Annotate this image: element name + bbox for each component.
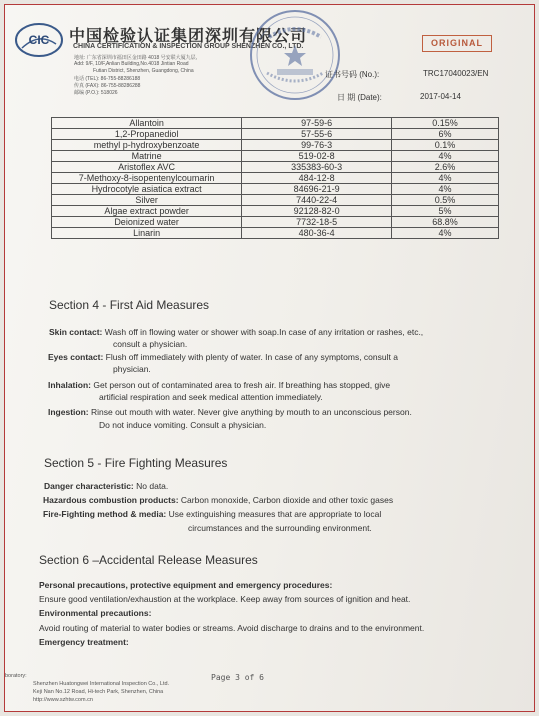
table-row: [52, 228, 499, 239]
table-row: [52, 129, 499, 140]
skin-contact-text-cont: consult a physician.: [113, 339, 188, 349]
percentage: 4%: [392, 184, 499, 195]
inhalation-text-cont: artificial respiration and seek medical attention immediately.: [99, 392, 323, 402]
ingestion-text-cont: Do not induce vomiting. Consult a physician.: [99, 420, 267, 430]
danger-characteristic-text: No data.: [136, 481, 169, 491]
ingredient-name: Silver: [52, 195, 242, 206]
company-name-cn: 中国检验认证集团深圳有限公司: [69, 26, 308, 45]
table-row: [52, 173, 499, 184]
cas-number: 97-59-6: [242, 118, 392, 129]
table-row: [52, 118, 499, 129]
percentage: 0.5%: [392, 195, 499, 206]
personal-precautions-label: Personal precautions, protective equipment and emergency procedures:: [39, 580, 333, 590]
table-row: [52, 206, 499, 217]
document-page: [5, 5, 534, 711]
table-row: [52, 151, 499, 162]
firefighting-method-text-cont: circumstances and the surrounding environment.: [188, 523, 372, 533]
table-row: [52, 140, 499, 151]
section-5-title: Section 5 - Fire Fighting Measures: [44, 456, 228, 470]
certificate-number-label: 证书号码 (No.):: [325, 70, 380, 79]
ingredient-name: 7-Methoxy-8-isopentenylcoumarin: [52, 173, 242, 184]
cas-number: 99-76-3: [242, 140, 392, 151]
original-stamp: ORIGINAL: [422, 35, 492, 52]
environmental-precautions-label: Environmental precautions:: [39, 608, 152, 618]
section-4-title: Section 4 - First Aid Measures: [49, 298, 210, 312]
cas-number: 484-12-8: [242, 173, 392, 184]
date-label: 日 期 (Date):: [337, 93, 382, 102]
ingredient-name: Matrine: [52, 151, 242, 162]
company-name-en: CHINA CERTIFICATION & INSPECTION GROUP SHENZHEN CO., LTD.: [73, 43, 304, 50]
hazardous-products-label: Hazardous combustion products:: [43, 495, 179, 505]
address-line: 地址: 广东省深圳市福田区金田路 4018 号安联大厦九层,: [74, 55, 198, 61]
certificate-number: TRC17040023/EN: [423, 69, 489, 78]
percentage: 4%: [392, 173, 499, 184]
address-line: Futian District, Shenzhen, Guangdong, China: [93, 68, 194, 74]
date-value: 2017-04-14: [420, 92, 461, 101]
footer-lab-line: Keji Nan No.12 Road, Hi-tech Park, Shenzhen, China: [33, 689, 164, 695]
hazardous-products-text: Carbon monoxide, Carbon dioxide and other toxic gases: [180, 495, 394, 505]
percentage: 2.6%: [392, 162, 499, 173]
page-frame: [4, 4, 535, 712]
cas-number: 84696-21-9: [242, 184, 392, 195]
percentage: 6%: [392, 129, 499, 140]
environmental-precautions-text: Avoid routing of material to water bodies or streams. Avoid discharge to drains and to the environment.: [39, 623, 425, 633]
ingredient-name: Deionized water: [52, 217, 242, 228]
ingredient-name: Algae extract powder: [52, 206, 242, 217]
ingestion-text: Rinse out mouth with water. Never give anything by mouth to an unconscious person.: [90, 407, 412, 417]
firefighting-method-label: Fire-Fighting method & media:: [43, 509, 167, 519]
table-row: [52, 195, 499, 206]
table-row: [52, 217, 499, 228]
cas-number: 335383-60-3: [242, 162, 392, 173]
percentage: 4%: [392, 151, 499, 162]
footer-lab-line: http://www.szhtw.com.cn: [33, 697, 93, 703]
footer-lab-line: Shenzhen Huatongwei International Inspection Co., Ltd.: [33, 681, 170, 687]
cas-number: 92128-82-0: [242, 206, 392, 217]
ingredient-name: Aristoflex AVC: [52, 162, 242, 173]
eyes-contact-label: Eyes contact:: [48, 352, 104, 362]
table-row: [52, 184, 499, 195]
ingredient-name: 1,2-Propanediol: [52, 129, 242, 140]
page-number: Page 3 of 6: [211, 673, 264, 682]
cic-logo: [14, 22, 64, 58]
danger-characteristic-label: Danger characteristic:: [44, 481, 134, 491]
cas-number: 57-55-6: [242, 129, 392, 140]
emergency-treatment-label: Emergency treatment:: [39, 637, 129, 647]
address-line: 传真 (FAX): 86-755-88286288: [74, 83, 141, 89]
ingredient-name: Linarin: [52, 228, 242, 239]
section-6-title: Section 6 –Accidental Release Measures: [39, 553, 258, 567]
eyes-contact-text: Flush off immediately with plenty of water. In case of any symptoms, consult a: [105, 352, 398, 362]
ingredient-name: methyl p-hydroxybenzoate: [52, 140, 242, 151]
ingredient-name: Allantoin: [52, 118, 242, 129]
eyes-contact-text-cont: physician.: [113, 364, 151, 374]
footer-lab-label: boratory:: [5, 673, 27, 679]
ingredient-name: Hydrocotyle asiatica extract: [52, 184, 242, 195]
svg-text:CIC: CIC: [28, 33, 50, 47]
percentage: 4%: [392, 228, 499, 239]
skin-contact-label: Skin contact:: [49, 327, 103, 337]
percentage: 0.15%: [392, 118, 499, 129]
firefighting-method-text: Use extinguishing measures that are appropriate to local: [168, 509, 382, 519]
address-line: 电话 (TEL): 86-755-88286188: [74, 76, 141, 82]
skin-contact-text: Wash off in flowing water or shower with soap.In case of any irritation or rashes, etc.,: [104, 327, 424, 337]
inhalation-text: Get person out of contaminated area to fresh air. If breathing has stopped, give: [93, 380, 391, 390]
company-seal: [247, 7, 343, 103]
ingestion-label: Ingestion:: [48, 407, 89, 417]
personal-precautions-text: Ensure good ventilation/exhaustion at the workplace. Keep away from sources of ignition and heat.: [39, 594, 411, 604]
percentage: 68.8%: [392, 217, 499, 228]
cas-number: 7732-18-5: [242, 217, 392, 228]
address-line: 邮编 (P.O.): 518026: [74, 90, 118, 96]
address-line: Add: 9/F, 10/F,Anlian Building,No.4018 Jintian Road: [74, 61, 189, 67]
percentage: 0.1%: [392, 140, 499, 151]
cas-number: 480-36-4: [242, 228, 392, 239]
table-row: [52, 162, 499, 173]
inhalation-label: Inhalation:: [48, 380, 91, 390]
cas-number: 519-02-8: [242, 151, 392, 162]
cas-number: 7440-22-4: [242, 195, 392, 206]
percentage: 5%: [392, 206, 499, 217]
composition-table: [51, 117, 499, 239]
